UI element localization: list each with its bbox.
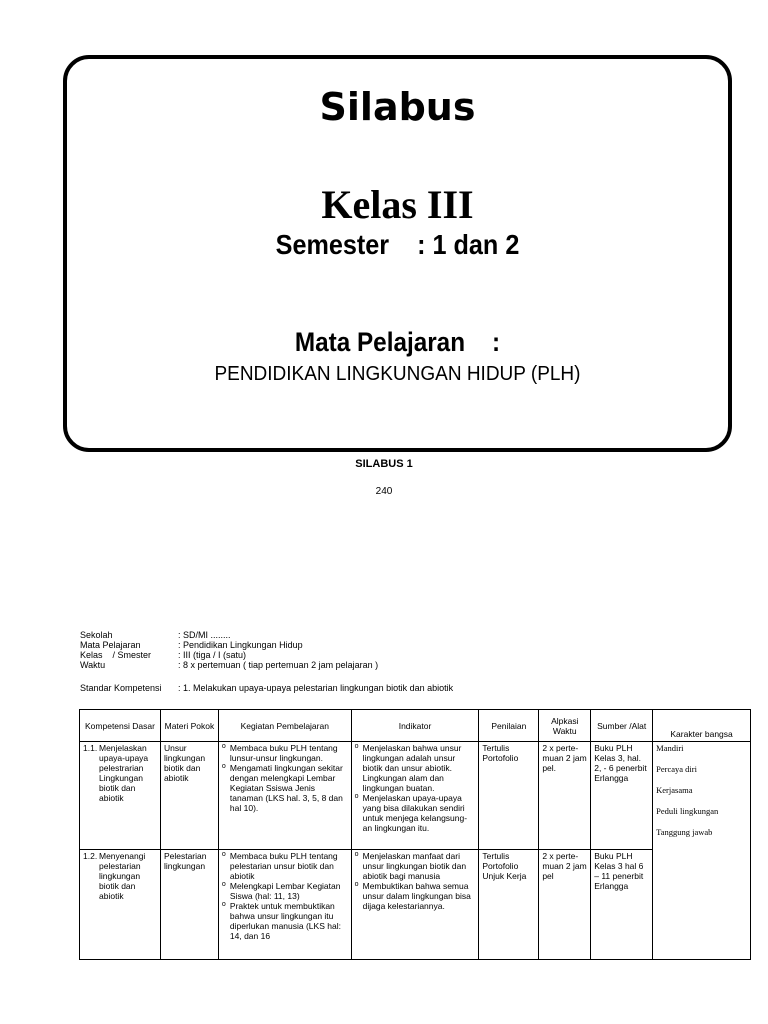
col-header: Kegiatan Pembelajaran (218, 710, 351, 742)
kd-number: 1.2. (83, 851, 98, 861)
list-item: o Mengamati lingkungan sekitar dengan melengkapi Lembar Kegiatan Ssiswa Jenis tanaman (LKS hal. 3, 5, 8 dan hal 10). (222, 763, 348, 813)
info-label: Sekolah (80, 630, 113, 640)
col-header: Sumber /Alat (591, 710, 653, 742)
karakter-item: Mandiri (656, 743, 684, 753)
penilaian-cell: Tertulis Portofolio (479, 742, 539, 850)
list-item: o Membuktikan bahwa semua unsur dalam lingkungan bisa dijaga kelestariannya. (355, 881, 476, 911)
standar-kompetensi (80, 683, 453, 693)
info-value: : SD/MI ........ (178, 630, 231, 640)
info-value: : 8 x pertemuan ( tiap pertemuan 2 jam pelajaran ) (178, 660, 379, 670)
standar-label: Standar Kompetensi (80, 683, 162, 693)
info-row (80, 630, 378, 640)
standar-value: : 1. Melakukan upaya-upaya pelestarian lingkungan biotik dan abiotik (178, 683, 454, 693)
materi-cell: Pelestarian lingkungan (160, 850, 218, 960)
cover-semester: Semester : 1 dan 2 (275, 229, 520, 260)
penilaian-cell: Tertulis Portofolio Unjuk Kerja (479, 850, 539, 960)
cover-subject: PENDIDIKAN LINGKUNGAN HIDUP (PLH) (214, 363, 581, 385)
list-item: o Membaca buku PLH tentang lunsur-unsur lingkungan. (222, 743, 348, 763)
list-item: o Praktek untuk membuktikan bahwa unsur lingkungan itu diperlukan manusia (LKS hal: 14, dan 16 (222, 901, 348, 941)
col-header: Penilaian (479, 710, 539, 742)
col-header: Kompetensi Dasar (80, 710, 161, 742)
info-row (80, 640, 378, 650)
kegiatan-cell (218, 850, 351, 960)
syllabus-table (79, 709, 751, 960)
info-label: Kelas / Smester (80, 650, 152, 660)
kegiatan-cell (218, 742, 351, 850)
karakter-item: Percaya diri (656, 764, 697, 774)
cover-title: Silabus (319, 85, 476, 129)
info-label: Waktu (80, 660, 106, 670)
col-header: Materi Pokok (160, 710, 218, 742)
kd-number: 1.1. (83, 743, 98, 753)
kd-cell (80, 742, 161, 850)
info-block (80, 630, 378, 670)
sumber-cell: Buku PLH Kelas 3 hal 6 – 11 penerbit Erlangga (591, 850, 653, 960)
info-value: : III (tiga / I (satu) (178, 650, 247, 660)
table-header-row (80, 710, 751, 742)
waktu-cell: 2 x perte-muan 2 jam pel (539, 850, 591, 960)
cover-box (63, 55, 732, 452)
info-value: : Pendidikan Lingkungan Hidup (178, 640, 303, 650)
sumber-cell: Buku PLH Kelas 3, hal. 2, - 6 penerbit Erlangga (591, 742, 653, 850)
karakter-item: Peduli lingkungan (656, 806, 719, 816)
karakter-cell (653, 742, 751, 960)
col-header: Indikator (351, 710, 479, 742)
doc-heading: SILABUS 1 (355, 458, 413, 470)
waktu-cell: 2 x perte-muan 2 jam pel. (539, 742, 591, 850)
list-item: o Menjelaskan bahwa unsur lingkungan adalah unsur biotik dan unsur abiotik. Lingkungan alam dan lingkungan buatan. (355, 743, 476, 793)
table-row (80, 850, 751, 960)
cover-kelas: Kelas III (321, 182, 474, 227)
materi-cell: Unsur lingkungan biotik dan abiotik (160, 742, 218, 850)
indikator-cell (351, 742, 479, 850)
info-row (80, 650, 378, 660)
list-item: o Membaca buku PLH tentang pelestarian unsur biotik dan abiotik (222, 851, 348, 881)
indikator-cell (351, 850, 479, 960)
list-item: o Melengkapi Lembar Kegiatan Siswa (hal: 11, 13) (222, 881, 348, 901)
list-item: o Menjelaskan manfaat dari unsur lingkungan biotik dan abiotik bagi manusia (355, 851, 476, 881)
info-label: Mata Pelajaran (80, 640, 141, 650)
table-row (80, 742, 751, 850)
kd-cell (80, 850, 161, 960)
karakter-item: Tanggung jawab (656, 827, 713, 837)
col-header: Alpkasi Waktu (539, 710, 591, 742)
col-header: Karakter bangsa (653, 710, 751, 742)
cover-mapel-label: Mata Pelajaran : (294, 327, 501, 357)
karakter-item: Kerjasama (656, 785, 693, 795)
kd-text: Menjelaskan upaya-upaya pelestrarian Lingkungan biotik dan abiotik (99, 743, 149, 803)
list-item: o Menjelaskan upaya-upaya yang bisa dilakukan sendiri untuk menjega kelangsung-an lingkungan itu. (355, 793, 476, 833)
page-number: 240 (375, 486, 393, 497)
kd-text: Menyenangi pelestarian lingkungan biotik dan abiotik (99, 851, 146, 901)
info-row (80, 660, 378, 670)
